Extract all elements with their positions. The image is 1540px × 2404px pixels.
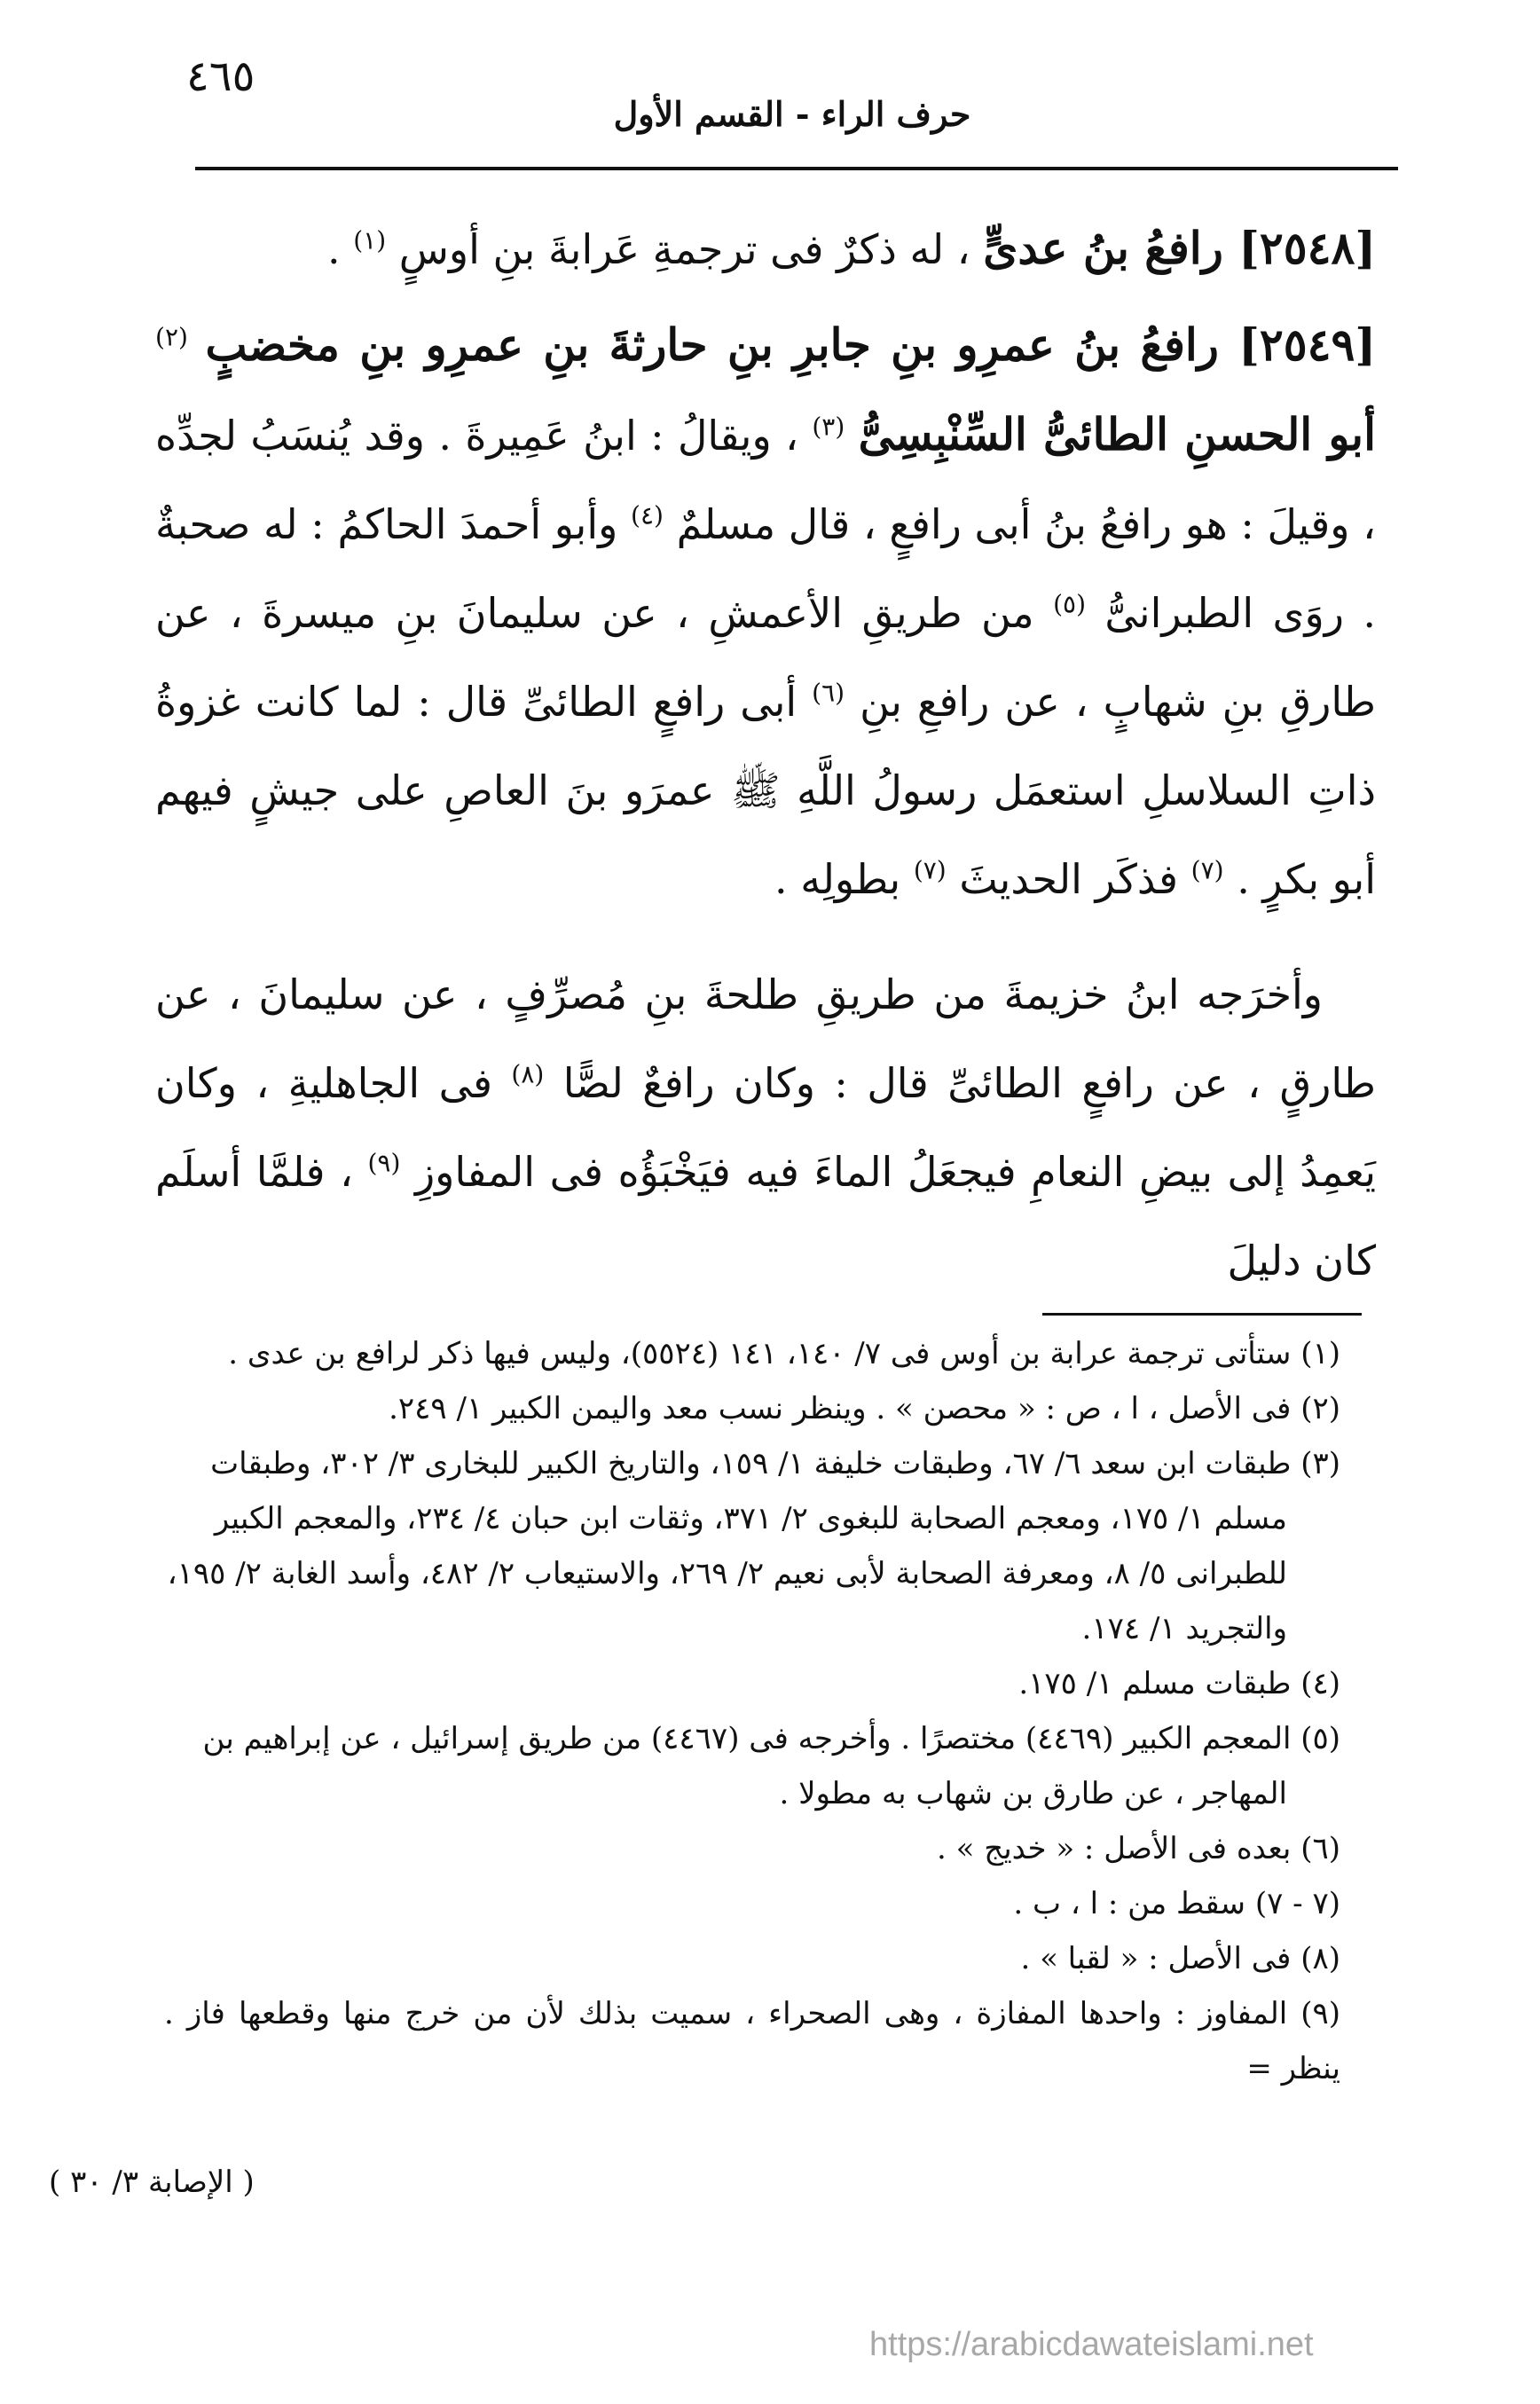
- footnote-ref[interactable]: (٧): [913, 855, 947, 885]
- entry-text: .: [326, 225, 341, 273]
- footnote-ref[interactable]: (٨): [511, 1059, 545, 1089]
- footnote-ref[interactable]: (٤): [631, 500, 664, 530]
- entry-text: بطولِه .: [774, 855, 901, 903]
- entry-text: ، فلمَّا أسلَم كان دليلَ: [155, 1148, 1376, 1284]
- page-number: ٤٦٥: [186, 51, 255, 101]
- main-text: [155, 204, 1376, 1305]
- entry-text: فى الجاهليةِ ، وكان يَعمِدُ إلى بيضِ النعامِ فيجعَلُ الماءَ فيه فيَخْبَؤُه فى المفاوزِ: [155, 1059, 1376, 1196]
- footnote-ref[interactable]: (٦): [812, 678, 845, 708]
- footnote-ref[interactable]: (٢): [155, 322, 188, 352]
- page-header: [186, 44, 1398, 133]
- footnote-ref[interactable]: (٩): [367, 1148, 401, 1178]
- footnote-continuation: والتجريد ١/ ١٧٤.: [1081, 1611, 1287, 1646]
- entry-heading: [٢٥٤٩] رافعُ بنُ عمرِو بنِ جابرِ بنِ حارثةَ بنِ عمرِو بنِ مخضبٍ: [205, 318, 1376, 371]
- footnote-ref[interactable]: (٧): [1190, 855, 1224, 885]
- entry-text: وأبو أحمدَ الحاكمُ : له صحبةٌ . روَى الطبرانىُّ: [155, 500, 1377, 637]
- header-rule: [195, 167, 1398, 170]
- footnote-continuation: مسلم ١/ ١٧٥، ومعجم الصحابة للبغوى ٢/ ٣٧١، وثقات ابن حبان ٤/ ٢٣٤، والمعجم الكبير: [214, 1501, 1287, 1536]
- footnote: (٨) فى الأصل : « لقبا » .: [1020, 1941, 1340, 1976]
- footnote-ref[interactable]: (١): [353, 225, 387, 255]
- entry-2549: [155, 301, 1376, 923]
- running-title: حرف الراء - القسم الأول: [613, 94, 971, 134]
- footnote: (١) ستأتى ترجمة عرابة بن أوس فى ٧/ ١٤٠، ١٤١ (٥٥٢٤)، وليس فيها ذكر لرافع بن عدى .: [228, 1336, 1340, 1371]
- footnote: (٢) فى الأصل ، ا ، ص : « محصن » . وينظر نسب معد واليمن الكبير ١/ ٢٤٩.: [389, 1391, 1340, 1426]
- entry-text: من طريقِ الأعمشِ ، عن سليمانَ بنِ ميسرةَ ، عن طارقِ بنِ شهابٍ ، عن رافعِ بنِ: [155, 589, 1377, 726]
- footnote-ref[interactable]: (٥): [1053, 589, 1087, 619]
- footnote-rule: [1042, 1313, 1362, 1316]
- footnote: (٧ - ٧) سقط من : ا ، ب .: [1013, 1886, 1340, 1921]
- footnote: (٩) المفاوز : واحدها المفازة ، وهى الصحراء ، سميت بذلك لأن من خرج منها وقطعها فاز . ينظر =: [164, 1996, 1340, 2086]
- entry-text: فذكَر الحديثَ: [959, 855, 1179, 903]
- footnote: (٦) بعده فى الأصل : « خديج » .: [937, 1831, 1340, 1866]
- entry-heading-cont: أبو الحسنِ الطائىُّ السِّنْبِسِىُّ: [858, 408, 1376, 460]
- watermark-url: https://arabicdawateislami.net: [869, 2326, 1314, 2363]
- edition-reference: ( الإصابة ٣/ ٣٠ ): [49, 2164, 255, 2200]
- paragraph: [155, 950, 1376, 1305]
- entry-heading: [٢٥٤٨] رافعُ بنُ عدىٍّ: [983, 222, 1376, 274]
- entry-text: أبى رافعٍ الطائىِّ قال : لما كانت غزوةُ ذاتِ السلاسلِ استعمَل رسولُ اللَّهِ ﷺ عمرَو بنَ العاصِ على جيشٍ فيهم أبو بكرٍ .: [155, 678, 1376, 903]
- footnotes: [164, 1326, 1340, 2096]
- footnote-ref[interactable]: (٣): [812, 412, 845, 442]
- footnote: (٤) طبقات مسلم ١/ ١٧٥.: [1018, 1666, 1340, 1701]
- footnote: (٣) طبقات ابن سعد ٦/ ٦٧، وطبقات خليفة ١/ ١٥٩، والتاريخ الكبير للبخارى ٣/ ٣٠٢، وطبقات: [210, 1446, 1340, 1481]
- entry-text: وأخرَجه ابنُ خزيمةَ من طريقِ طلحةَ بنِ مُصرِّفٍ ، عن سليمانَ ، عن طارقٍ ، عن رافعٍ الطائىِّ قال : وكان رافعٌ لصًّا: [155, 970, 1376, 1107]
- entry-text: ، له ذكرٌ فى ترجمةِ عَرابةَ بنِ أوسٍ: [398, 225, 970, 273]
- entry-text: ، ويقالُ : ابنُ عَمِيرةَ . وقد يُنسَبُ لجدِّه ، وقيلَ : هو رافعُ بنُ أبى رافعٍ ، قال مسلمٌ: [155, 412, 1376, 548]
- entry-2548: [155, 204, 1376, 294]
- footnote: (٥) المعجم الكبير (٤٤٦٩) مختصرًا . وأخرجه فى (٤٤٦٧) من طريق إسرائيل ، عن إبراهيم بن: [202, 1721, 1340, 1756]
- footnote-continuation: المهاجر ، عن طارق بن شهاب به مطولا .: [779, 1776, 1287, 1811]
- footnote-continuation: للطبرانى ٥/ ٨، ومعرفة الصحابة لأبى نعيم ٢/ ٢٦٩، والاستيعاب ٢/ ٤٨٢، وأسد الغابة ٢/ ١٩٥،: [167, 1556, 1287, 1591]
